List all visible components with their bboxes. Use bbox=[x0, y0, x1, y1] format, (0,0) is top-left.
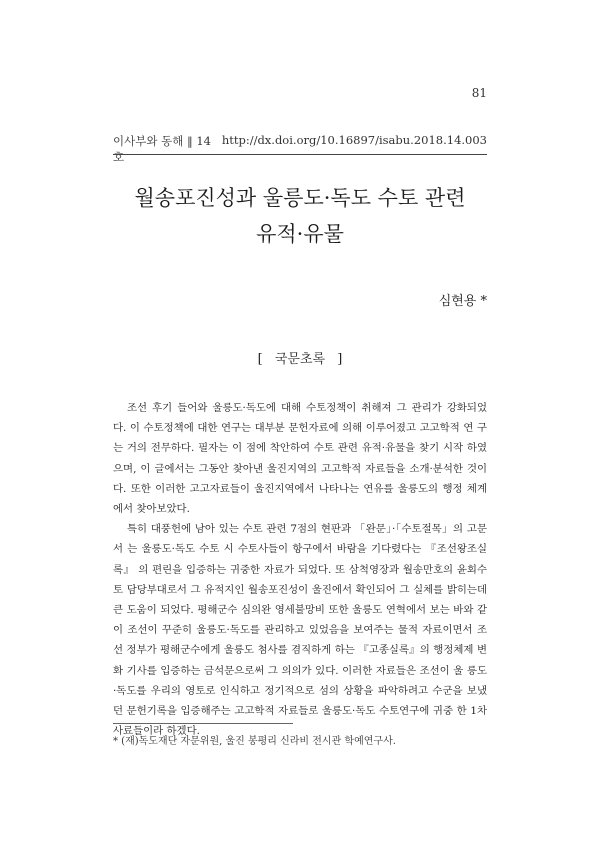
page-number: 81 bbox=[471, 86, 487, 100]
header-divider bbox=[113, 154, 487, 155]
abstract-paragraph-1: 조선 후기 들어와 울릉도·독도에 대해 수토정책이 취해져 그 관리가 강화되었 다. 이 수토정책에 대한 연구는 대부분 문헌자료에 의해 이루어졌고 고고학적 연 구는 거의 전무하다. 필자는 이 점에 착안하여 수토 관련 유적·유물을 찾기 시작 하였으며, 이 글에서는 그동안 찾아낸 울진지역의 고고학적 자료들을 소개·분석한 것이다. 또한 이러한 고고자료들이 울진지역에서 나타나는 연유를 울릉도의 행정 체계에서 찾아보았다. bbox=[113, 402, 488, 516]
abstract-heading-label: 국문초록 bbox=[274, 352, 326, 367]
abstract-paragraph-2: 특히 대풍헌에 남아 있는 수토 관련 7점의 현판과 「완문」·「수토절목」의 고문서 는 울릉도·독도 수토 시 수토사들이 항구에서 바람을 기다렸다는 『조선왕조실록』 의 편린을 입증하는 귀중한 자료가 되었다. 또 삼척영장과 월송만호의 윤회수토 담당부대로서 그 유적지인 월송포진성이 울진에서 확인되어 그 실체를 밝히는데 큰 도움이 되었다. 평해군수 심의완 영세불망비 또한 울릉도 연혁에서 보는 바와 같이 조선이 꾸준히 울릉도·독도를 관리하고 있었음을 보여주는 물적 자료이면서 조선 정부가 평해군수에게 울릉도 첨사를 겸직하게 하는 『고종실록』의 행정체제 변화 기사를 입증하는 금석문으로써 그 의의가 있다. 이러한 자료들은 조선이 울 릉도·독도를 우리의 영토로 인식하고 정기적으로 섬의 상황을 파악하려고 수군을 보냈던 문헌기록을 입증해주는 고고학적 자료들로 울릉도·독도 수토연구에 귀중 한 1차 사료들이라 하겠다. bbox=[113, 523, 487, 738]
abstract-heading bbox=[0, 348, 600, 367]
journal-issue: 이사부와 동해 ‖ 14호 bbox=[113, 134, 212, 164]
author-name: 심현용 * bbox=[438, 294, 487, 309]
doi-link[interactable]: http://dx.doi.org/10.16897/isabu.2018.14.003 bbox=[221, 133, 487, 147]
paper-title bbox=[100, 180, 500, 252]
footnote-divider bbox=[113, 723, 293, 724]
abstract-body bbox=[113, 398, 487, 741]
running-header bbox=[113, 133, 487, 165]
title-line-2: 유적·유물 bbox=[256, 222, 344, 246]
bracket-open: [ bbox=[257, 352, 263, 367]
title-line-1: 월송포진성과 울릉도·독도 수토 관련 bbox=[134, 186, 466, 210]
footnote: * (재)독도재단 자문위원, 울진 봉평리 신라비 전시관 학예연구사. bbox=[113, 736, 396, 747]
bracket-close: ] bbox=[337, 352, 343, 367]
